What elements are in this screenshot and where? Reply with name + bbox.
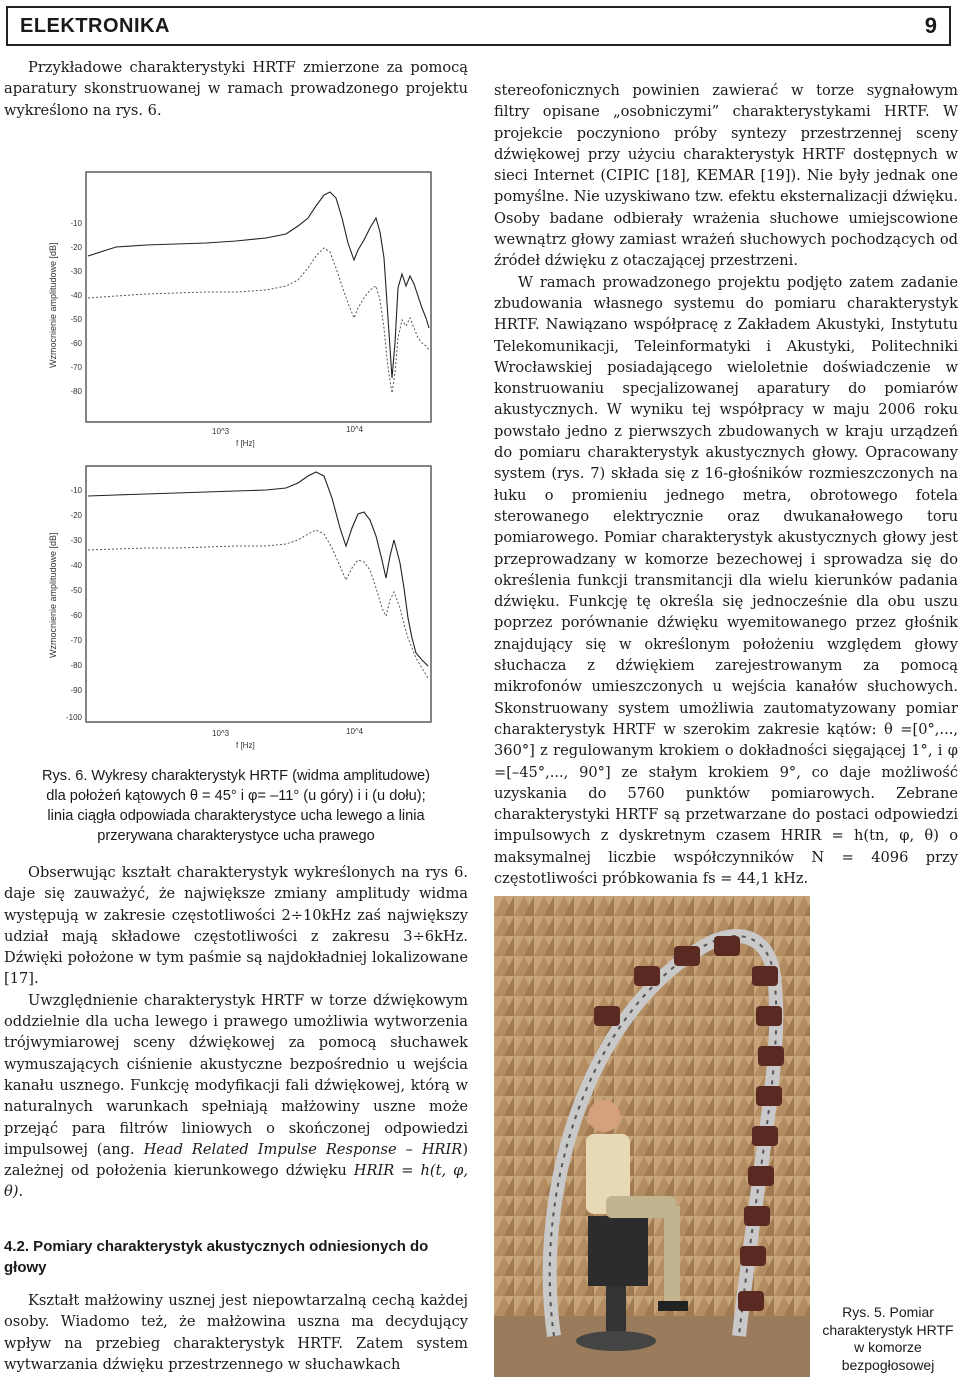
bottom-xtick: 10^4 <box>346 727 364 736</box>
bottom-ytick: -50 <box>70 586 82 595</box>
top-xtick: 10^3 <box>212 427 230 436</box>
top-right-ear-line <box>88 248 429 393</box>
formula-hrir: HRIR = h(t, φ, θ). <box>4 1162 468 1201</box>
left-intro <box>4 57 468 121</box>
top-xtick: 10^4 <box>346 425 364 434</box>
caption-line: Rys. 6. Wykresy charakterystyk HRTF (widma amplitudowe) <box>41 768 431 784</box>
bottom-ytick: -40 <box>70 561 82 570</box>
section-heading: 4.2. Pomiary charakterystyk akustycznych odniesionych do głowy <box>4 1238 429 1276</box>
bottom-ytick: -20 <box>70 511 82 520</box>
paragraph <box>4 990 468 1203</box>
right-body <box>494 80 958 889</box>
bottom-ytick: -30 <box>70 536 82 545</box>
bottom-ytick: -60 <box>70 611 82 620</box>
top-ytick: -70 <box>70 363 82 372</box>
bottom-ytick: -10 <box>70 486 82 495</box>
top-xlabel: f [Hz] <box>236 439 255 448</box>
top-left-ear-line <box>88 192 429 378</box>
section-title: ELEKTRONIKA <box>20 14 170 37</box>
top-ytick: -60 <box>70 339 82 348</box>
page-header <box>6 6 951 46</box>
bottom-ytick: -90 <box>70 686 82 695</box>
bottom-xtick: 10^3 <box>212 729 230 738</box>
paragraph: stereofonicznych powinien zawierać w torze sygnałowym filtry opisane „osobniczymi” charakterystykami HRTF. W projekcie poczyniono próby syntezy przestrzennej sceny dźwiękowej przy użyciu charakterystyk HRTF dostępnych w sieci Internet (CIPIC [18], KEMAR [19]). Nie były jednak one pomyślne. Nie uzyskiwano tzw. efektu eksternalizacji dźwięku. Osoby badane odbierały wrażenia słuchowe umiejscowione wewnątrz głowy zamiast wrażeń słuchowych pochodzących od źródeł dźwięku z otaczającej przestrzeni. <box>494 82 958 270</box>
bottom-plot <box>48 466 431 750</box>
figure-5-photo <box>494 896 810 1377</box>
paragraph: W ramach prowadzonego projektu podjęto zatem zadanie zbudowania własnego systemu do pomiaru charakterystyk HRTF. Nawiązano współpracę z Zakładem Akustyki, Instytutu Telekomunikacji, Teleinformatyki i Akustyki, Politechniki Wrocławskiej posiadającego wieloletnie doświadczenie w konstruowaniu specjalizowanej aparatury do pomiarów akustycznych. W wyniku tej współpracy w maju 2006 roku powstało jedno z pierwszych zbudowanych w kraju urządzeń do pomiaru charakterystyk akustycznych głowy. Opracowany system (rys. 7) składa się z 16-głośników rozmieszczonych na łuku o promieniu jednego metra, obrotowego fotela sterowanego elektrycznie oraz dwukanałowego toru pomiarowego. Pomiar charakterystyk akustycznych głowy jest przeprowadzany w komorze bezechowej i sprowadza się do określenia funkcji transmitancji dla wielu kierunków padania dźwięku. Funkcję tę określa się jednocześnie dla obu uszu poprzez porównanie dźwięku wyemitowanego przez głośnik znajdujący się w określonym położeniu względem głowy słuchacza z dźwiękiem zarejestrowanym za pomocą mikrofonów umieszczonych u wejścia kanałów słuchowych. Skonstruowany system umożliwia zautomatyzowany pomiar charakterystyk HRTF w szerokim zakresie kątów: θ =[0°,..., 360°] z regulowanym krokiem o dokładności sięgającej 1°, i φ =[–45°,..., 90°] ze stałym krokiem 9°, co daje możliwość uzyskania do 5760 punktów pomiarowych. Zebrane charakterystyki HRTF są przetwarzane do postaci odpowiedzi impulsowych z dyskretnym czasem HRIR = h(tn, φ, θ) o maksymalnej liczbie współczynników N = 4096 przy częstotliwości próbkowania fs = 44,1 kHz. <box>494 273 958 887</box>
figure-5-caption: Rys. 5. Pomiar charakterystyk HRTF w komorze bezpogłosowej <box>822 1304 954 1373</box>
top-ytick: -80 <box>70 387 82 396</box>
paragraph: Kształt małżowiny usznej jest niepowtarzalną cechą każdej osoby. Wiadomo też, że małżowina uszna ma decydujący wpływ na przebieg charakterystyk HRTF. Zatem system wytwarzania dźwięku przestrzennego w słuchawkach <box>4 1292 468 1373</box>
top-plot <box>48 172 431 448</box>
top-ylabel: Wzmocnienie amplitudowe [dB] <box>48 242 58 368</box>
term-hrir: Head Related Impulse Response – HRIR <box>143 1140 463 1158</box>
top-ytick: -20 <box>70 243 82 252</box>
figure-6 <box>36 168 438 762</box>
caption-line: linia ciągła odpowiada charakterystyce ucha lewego a linia <box>47 808 425 824</box>
bottom-right-ear-line <box>88 530 428 678</box>
bottom-ytick: -80 <box>70 661 82 670</box>
figure-6-caption <box>4 766 468 846</box>
bottom-ytick: -70 <box>70 636 82 645</box>
left-body <box>4 862 468 1203</box>
page-number: 9 <box>924 13 937 38</box>
caption-line: dla położeń kątowych θ = 45° i φ= –11° (u góry) i i (u dołu); <box>46 788 426 804</box>
top-ytick: -50 <box>70 315 82 324</box>
top-ytick: -30 <box>70 267 82 276</box>
paragraph-text: Uwzględnienie charakterystyk HRTF w torze dźwiękowym oddzielnie dla ucha lewego i prawego umożliwia wytworzenia trójwymiarowej sceny dźwiękowej za pomocą słuchawek wymuszających ciśnienie akustyczne bezpośrednio u wejścia kanału usznego. Funkcję modyfikacji fali dźwiękowej, którą w naturalnych warunkach spełniają małżowiny uszne może przejąć para filtrów liniowych o skończonej odpowiedzi impulsowej (ang. <box>4 991 468 1158</box>
bottom-xlabel: f [Hz] <box>236 741 255 750</box>
top-ytick: -40 <box>70 291 82 300</box>
intro-paragraph: Przykładowe charakterystyki HRTF zmierzone za pomocą aparatury skonstruowanej w ramach prowadzonego projektu wykreślono na rys. 6. <box>4 59 468 119</box>
bottom-ytick: -100 <box>65 713 82 722</box>
section-body <box>4 1290 468 1375</box>
paragraph-text: ) zależnej od położenia kierunkowego dźwięku <box>4 1140 469 1180</box>
caption-line: przerywana charakterystyce ucha prawego <box>97 828 375 844</box>
bottom-ylabel: Wzmocnienie amplitudowe [dB] <box>48 532 58 658</box>
paragraph: Obserwując kształt charakterystyk wykreślonych na rys 6. daje się zauważyć, że największe zmiany amplitudy widma występują w zakresie częstotliwości 2÷10kHz zaś największy udział mają składowe częstotliwości z zakresu 3÷6kHz. Dźwięki położone w tym paśmie są najdokładniej lokalizowane [17]. <box>4 864 468 988</box>
top-ytick: -10 <box>70 219 82 228</box>
bottom-left-ear-line <box>88 472 428 666</box>
